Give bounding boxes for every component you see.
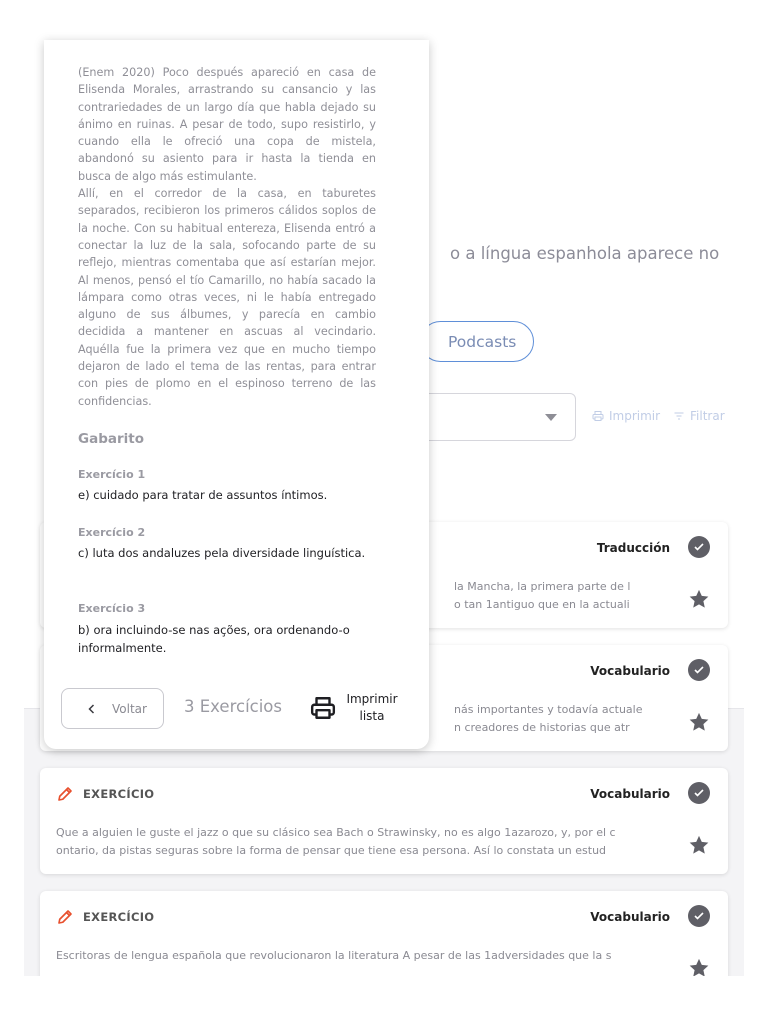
card-type <box>56 785 154 803</box>
snippet-line: o tan 1antiguo que en la actuali <box>454 598 630 611</box>
answer-title: Exercício 2 <box>78 526 146 539</box>
check-icon[interactable] <box>688 905 710 927</box>
printer-icon <box>310 695 336 721</box>
print-preview-panel <box>44 40 429 749</box>
filter-link-label: Filtrar <box>690 409 725 423</box>
print-list-button[interactable] <box>310 691 400 725</box>
card-category: Vocabulario <box>590 787 670 801</box>
podcasts-filter-chip[interactable]: Podcasts <box>420 321 534 362</box>
chevron-left-icon <box>86 703 98 715</box>
caret-down-icon <box>545 414 557 421</box>
card-category: Traducción <box>596 541 670 555</box>
back-button[interactable] <box>61 688 164 729</box>
answer-text: c) luta dos andaluzes pela diversidade linguística. <box>78 546 366 560</box>
print-link[interactable] <box>592 409 660 423</box>
card-category: Vocabulario <box>590 664 670 678</box>
star-icon[interactable] <box>688 711 710 733</box>
answer-title: Exercício 1 <box>78 468 146 481</box>
exercise-card[interactable] <box>40 768 728 874</box>
card-category: Vocabulario <box>590 910 670 924</box>
answer-title: Exercício 3 <box>78 602 146 615</box>
passage-paragraph: (Enem 2020) Poco después apareció en casa de Elisenda Morales, arrastrando su cansancio y las contrariedades de un largo día que habla dejado su ánimo en ruinas. A pesar de todo, supo resistirlo, y cuando ella le ofreció una copa de mistela, abandonó su asiento para ir hasta la tienda en busca de algo más estimulante. <box>78 66 376 183</box>
card-type <box>56 908 154 926</box>
passage-text <box>78 64 376 406</box>
snippet-line: la Mancha, la primera parte de l <box>454 580 631 593</box>
check-icon[interactable] <box>688 536 710 558</box>
card-snippet <box>454 701 650 737</box>
card-snippet <box>56 947 652 965</box>
card-type-label: EXERCÍCIO <box>83 787 155 801</box>
answer-key-title: Gabarito <box>78 431 144 447</box>
card-type-label: EXERCÍCIO <box>83 910 155 924</box>
check-icon[interactable] <box>688 782 710 804</box>
print-list-label: Imprimir lista <box>346 692 398 723</box>
print-link-label: Imprimir <box>609 409 661 423</box>
card-snippet <box>454 578 650 614</box>
answer-text: b) ora incluindo-se nas ações, ora ordenando-o informalmente. <box>78 623 350 655</box>
exercise-count: 3 Exercícios <box>184 697 283 716</box>
exercise-card[interactable] <box>40 891 728 976</box>
pencil-icon <box>56 785 74 803</box>
card-snippet <box>56 824 652 860</box>
snippet-line: Escritoras de lengua española que revolucionaron la literatura A pesar de las 1adversidades que la s <box>56 949 612 962</box>
star-icon[interactable] <box>688 588 710 610</box>
back-button-label: Voltar <box>112 701 147 716</box>
star-icon[interactable] <box>688 957 710 976</box>
filter-select[interactable] <box>404 393 576 441</box>
pencil-icon <box>56 908 74 926</box>
snippet-line: nás importantes y todavía actuale <box>454 703 643 716</box>
check-icon[interactable] <box>688 659 710 681</box>
star-icon[interactable] <box>688 834 710 856</box>
answer-text: e) cuidado para tratar de assuntos íntimos. <box>78 488 328 502</box>
snippet-line: n creadores de historias que atr <box>454 721 630 734</box>
snippet-line: Que a alguien le guste el jazz o que su clásico sea Bach o Strawinsky, no es algo 1azarozo, y, por el c <box>56 826 616 839</box>
snippet-line: ontario, da pistas seguras sobre la forma de pensar que tiene esa persona. Así lo constata un estud <box>56 844 607 857</box>
filter-link[interactable] <box>673 409 725 423</box>
printer-icon <box>592 410 604 422</box>
passage-paragraph: Allí, en el corredor de la casa, en taburetes separados, recibieron los primeros cálidos soplos de la noche. Con su habitual entereza, Elisenda entró a conectar la luz de la sala, sofocando parte de su reflejo, mientras comentaba que así estarían mejor. Al menos, pensó el tío Camarillo, no había sacado la lámpara como otras veces, ni le había entregado alguno de sus álbumes, y parecía en cambio decidida a mantener en ascuas al vecindario. Aquélla fue la primera vez que en mucho tiempo dejaron de lado el tema de las rentas, para entrar con pies de plomo en el espinoso terreno de las confidencias. <box>78 187 376 406</box>
intro-text: o a língua espanhola aparece no <box>450 244 720 263</box>
filter-icon <box>673 410 685 422</box>
